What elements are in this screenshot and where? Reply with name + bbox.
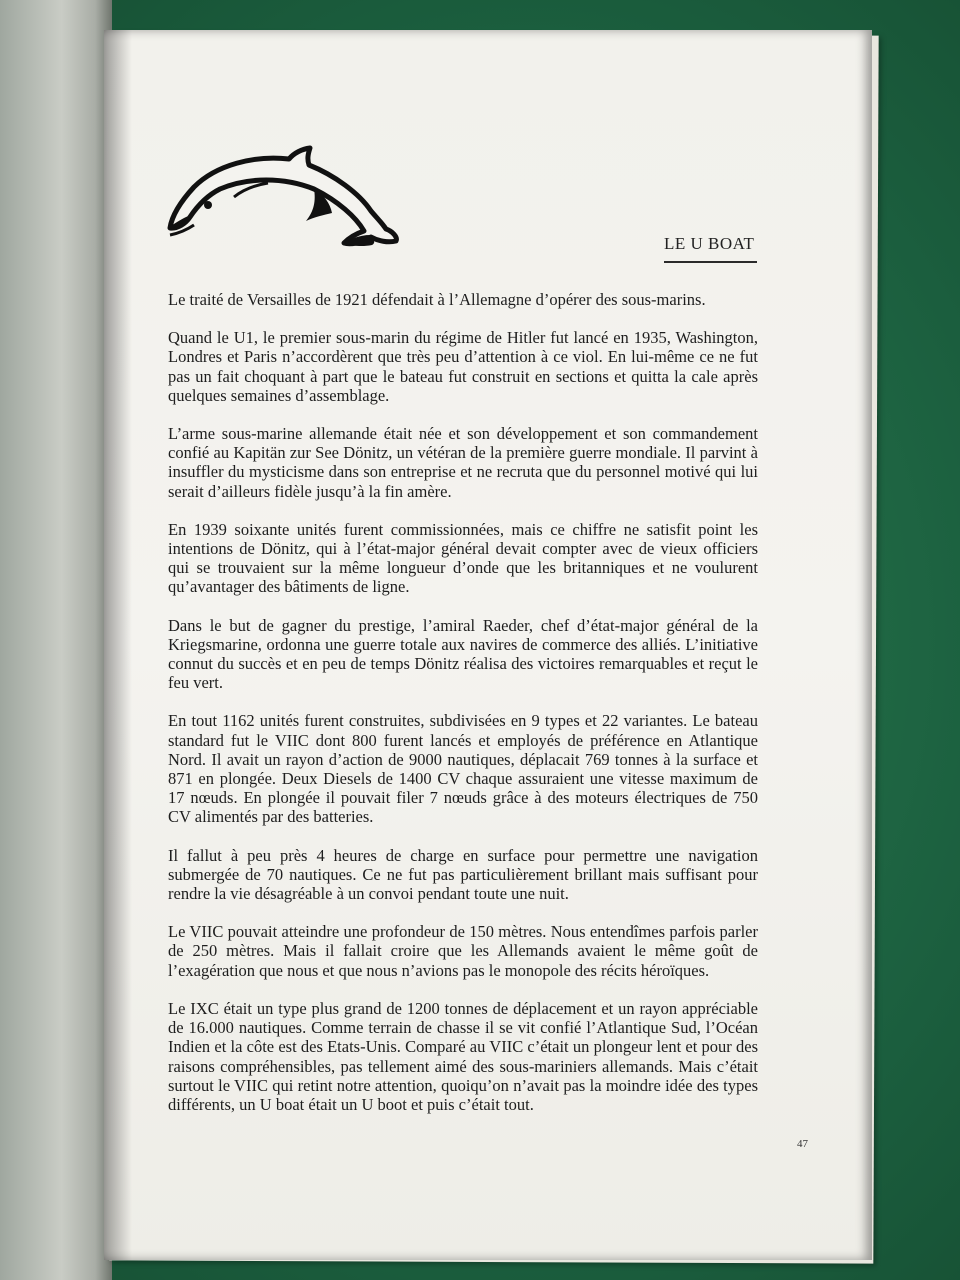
paragraph: Dans le but de gagner du prestige, l’amiral Raeder, chef d’état-major général de la Kriegsmarine, ordonna une guerre totale aux navires de commerce des alliés. L’initiative connut du succès et en peu de temps Dönitz réalisa des victoires remarquables et reçut le feu vert.: [168, 615, 758, 693]
paragraph: L’arme sous-marine allemande était née et son développement et son commandement confié au Kapitän zur See Dönitz, un vétéran de la première guerre mondiale. Il parvint à insuffler du mysticisme dans son entreprise et ne recruta que du personnel motivé qui lui serait d’ailleurs fidèle jusqu’à la fin amère.: [168, 424, 758, 501]
paragraph: Le IXC était un type plus grand de 1200 tonnes de déplacement et un rayon appréciable de 16.000 nautiques. Comme terrain de chasse il se vit confié l’Atlantique Sud, l’Océan Indien et la côte est des Etats-Unis. Comparé au VIIC c’était un plongeur lent et pour des raisons compréhensibles, pas tellement aimé des sous-mariniers allemands. Mais c’était surtout le VIIC qui retint notre attention, quoiqu’on n’avait pas la moindre idée des types différents, un U boat était un U boot et puis c’était tout.: [168, 998, 758, 1114]
page-number: 47: [797, 1138, 808, 1150]
paragraph: Le VIIC pouvait atteindre une profondeur de 150 mètres. Nous entendîmes parfois parler de 250 mètres. Mais il fallait croire que les Allemands avaient le même goût de l’exagération que nous et que nous n’avions pas le monopole des récits héroïques.: [168, 922, 758, 980]
chapter-heading: LE U BOAT: [664, 234, 755, 253]
paragraph: En 1939 soixante unités furent commissionnées, mais ce chiffre ne satisfit point les intentions de Dönitz, qui à l’état-major général devait compter avec de vieux officiers qui se trouvaient sur la même longueur d’onde que les britanniques et ne voulurent qu’avantager des bâtiments de ligne.: [168, 519, 758, 597]
body-text: [168, 290, 758, 1133]
paragraph: Le traité de Versailles de 1921 défendait à l’Allemagne d’opérer des sous-marins.: [168, 290, 706, 309]
paragraph: En tout 1162 unités furent construites, subdivisées en 9 types et 22 variantes. Le bateau standard fut le VIIC dont 800 furent lancés et employés de préférence en Atlantique Nord. Il avait un rayon d’action de 9000 nautiques, déplacait 769 tonnes à la surface et 871 en plongée. Deux Diesels de 1400 CV chaque assuraient une vitesse maximum de 17 nœuds. En plongée il pouvait filer 7 nœuds grâce à des moteurs électriques de 750 CV alimentés par des batteries.: [168, 711, 758, 827]
paragraph: Quand le U1, le premier sous-marin du régime de Hitler fut lancé en 1935, Washington, Londres et Paris n’accordèrent que très peu d’attention à ce viol. En lui-même ce ne fut pas un fait choquant à part que le bateau fut construit en sections et quitta la cale après quelques semaines d’assemblage.: [168, 328, 758, 405]
facing-page-edge: [0, 0, 112, 1280]
dolphin-illustration: [164, 145, 402, 249]
paragraph: Il fallut à peu près 4 heures de charge en surface pour permettre une navigation submergée de 70 nautiques. Ce ne fut pas particulièrement brillant mais suffisant pour rendre la vie désagréable à un convoi pendant toute une nuit.: [168, 845, 758, 904]
heading-underline: [664, 261, 757, 263]
